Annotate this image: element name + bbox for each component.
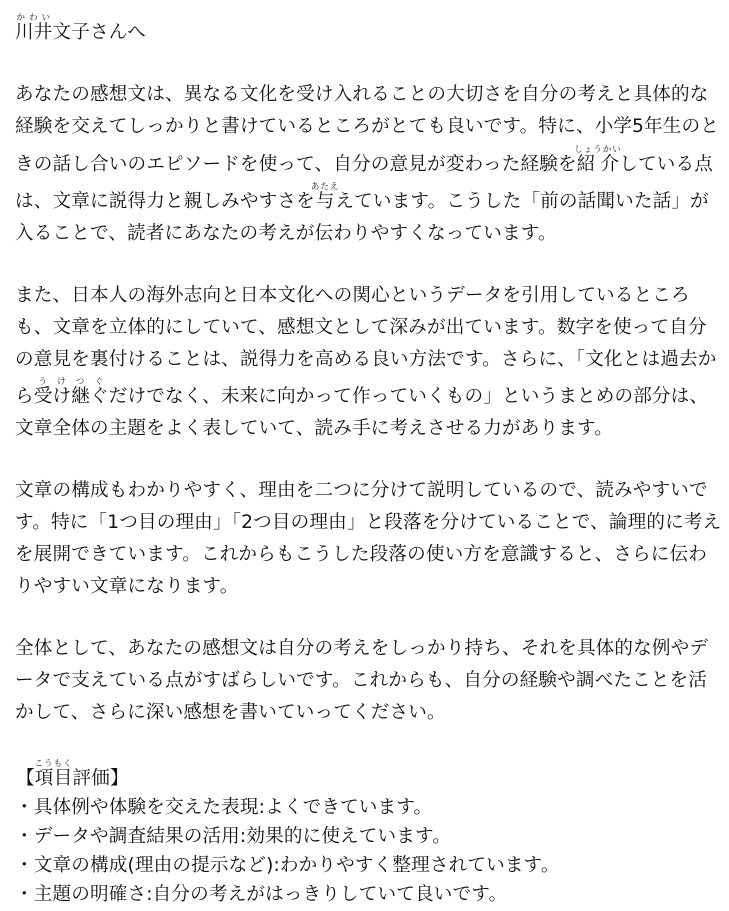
recipient-name: 川井かわい xyxy=(15,13,53,43)
paragraph-line: ら受け継ぐうけつぐだけでなく、未来に向かって作っていくもの」というまとめの部分は、 xyxy=(15,377,709,407)
paragraph-line: りやすい文章になります。 xyxy=(15,576,239,597)
paragraph-line: す。特に「1つ目の理由」「2つ目の理由」と段落を分けていることで、論理的に考え xyxy=(15,512,722,533)
paragraph-line: 入ることで、読者にあなたの考えが伝わりやすくなっています。 xyxy=(15,223,557,244)
paragraph-line: きの話し合いのエピソードを使って、自分の意見が変わった経験を紹介しょうかいしている点 xyxy=(15,145,714,175)
paragraph-line: の意見を裏付けることは、説得力を高める良い方法です。さらに、「文化とは過去か xyxy=(15,349,717,370)
name-reading: かわい xyxy=(15,13,53,23)
paragraph-3 xyxy=(15,475,721,603)
greeting-rest: 文子さんへ xyxy=(52,22,146,43)
greeting-line xyxy=(15,6,721,49)
paragraph-line: ータで支えている点がすばらしいです。これからも、自分の経験や調べたことを活 xyxy=(15,670,708,691)
paragraph-line: あなたの感想文は、異なる文化を受け入れることの大切さを自分の考えと具体的な xyxy=(15,84,709,105)
paragraph-line: 文章全体の主題をよく表していて、読み手に考えさせる力があります。 xyxy=(15,418,613,439)
paragraph-1 xyxy=(15,79,721,250)
evaluation-title: 項目こうもく xyxy=(34,759,73,789)
evaluation-document xyxy=(15,6,721,911)
paragraph-line: を展開できています。これからもこうした段落の使い方を意識すると、さらに伝わ xyxy=(15,544,708,565)
paragraph-line: かして、さらに深い感想を書いていってください。 xyxy=(15,702,446,723)
evaluation-heading: 【項目こうもく評価】 xyxy=(16,759,129,789)
paragraph-line: 文章の構成もわかりやすく、理由を二つに分けて説明しているので、読みやすいで xyxy=(15,480,708,501)
ruby-word: 与あたえ xyxy=(310,182,340,212)
paragraph-line: 経験を交えてしっかりと書けているところがとても良いです。特に、小学5年生のと xyxy=(15,116,720,137)
paragraph-line: 全体として、あなたの感想文は自分の考えをしっかり持ち、それを具体的な例やデ xyxy=(15,638,709,659)
evaluation-item: ・具体例や体験を交えた表現:よくできています。 xyxy=(15,797,433,818)
paragraph-4 xyxy=(15,633,721,729)
paragraph-2 xyxy=(15,280,721,445)
evaluation-section xyxy=(15,757,721,911)
ruby-word: 受け継ぐうけつぐ xyxy=(33,377,109,407)
evaluation-item: ・主題の明確さ:自分の考えがはっきりしていて良いです。 xyxy=(15,884,508,905)
paragraph-line: も、文章を立体的にしていて、感想文として深みが出ています。数字を使って自分 xyxy=(15,317,707,338)
paragraph-line: また、日本人の海外志向と日本文化への関心というデータを引用しているところ xyxy=(15,285,690,306)
ruby-word: 紹介しょうかい xyxy=(574,145,622,175)
evaluation-item: ・文章の構成(理由の提示など):わかりやすく整理されています。 xyxy=(15,855,560,876)
evaluation-item: ・データや調査結果の活用:効果的に使えています。 xyxy=(15,826,452,847)
paragraph-line: は、文章に説得力と親しみやすさを与あたええています。こうした「前の話聞いた話」が xyxy=(15,182,709,212)
